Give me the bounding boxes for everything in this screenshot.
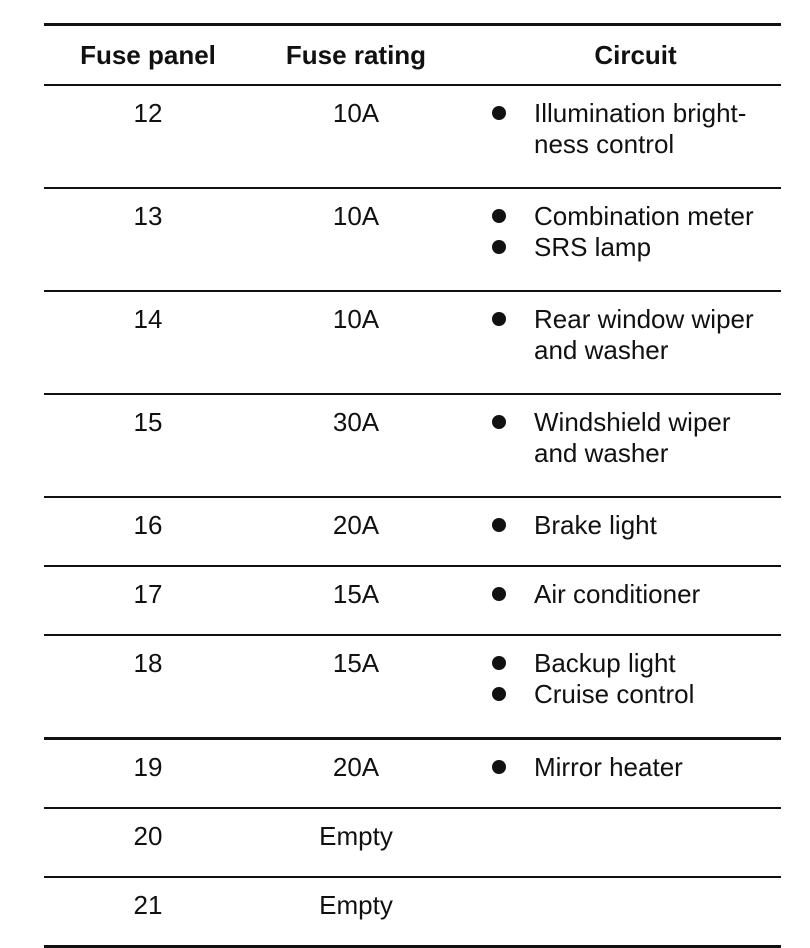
circuit-text: Cruise control xyxy=(534,679,695,709)
circuit-cell xyxy=(460,394,781,497)
table-row xyxy=(44,566,781,635)
bullet-icon xyxy=(492,587,506,601)
circuit-cell xyxy=(460,497,781,566)
fuse-panel-cell: 18 xyxy=(44,635,252,739)
table-body xyxy=(44,85,781,947)
circuit-text: Air conditioner xyxy=(534,579,701,609)
circuit-list xyxy=(488,201,781,263)
header-fuse-panel: Fuse panel xyxy=(44,25,252,86)
header-fuse-rating: Fuse rating xyxy=(252,25,460,86)
table-row xyxy=(44,394,781,497)
bullet-icon xyxy=(492,518,506,532)
circuit-list xyxy=(488,304,781,366)
circuit-list xyxy=(488,510,781,541)
fuse-panel-cell: 20 xyxy=(44,808,252,877)
circuit-cell xyxy=(460,877,781,947)
header-circuit: Circuit xyxy=(460,25,781,86)
circuit-text: Windshield wiper and washer xyxy=(534,407,731,468)
fuse-rating-cell: 15A xyxy=(252,566,460,635)
fuse-panel-cell: 17 xyxy=(44,566,252,635)
circuit-item xyxy=(488,232,781,263)
fuse-rating-cell: 15A xyxy=(252,635,460,739)
circuit-list xyxy=(488,98,781,160)
fuse-rating-cell: 10A xyxy=(252,85,460,188)
circuit-cell xyxy=(460,566,781,635)
table-row xyxy=(44,635,781,739)
circuit-item xyxy=(488,201,781,232)
fuse-panel-cell: 19 xyxy=(44,739,252,809)
fuse-rating-cell: 20A xyxy=(252,739,460,809)
bullet-icon xyxy=(492,415,506,429)
table-row xyxy=(44,291,781,394)
table-row xyxy=(44,808,781,877)
table-row xyxy=(44,739,781,809)
bullet-icon xyxy=(492,209,506,223)
circuit-text: SRS lamp xyxy=(534,232,652,262)
circuit-item xyxy=(488,752,781,783)
table-row xyxy=(44,877,781,947)
header-row xyxy=(44,25,781,86)
table-row xyxy=(44,497,781,566)
circuit-text: Brake light xyxy=(534,510,657,540)
fuse-rating-cell: Empty xyxy=(252,808,460,877)
bullet-icon xyxy=(492,687,506,701)
circuit-item xyxy=(488,407,781,469)
circuit-cell xyxy=(460,739,781,809)
circuit-list xyxy=(488,648,781,710)
circuit-text: Mirror heater xyxy=(534,752,683,782)
circuit-text: Rear window wiper and washer xyxy=(534,304,754,365)
circuit-item xyxy=(488,98,781,160)
fuse-rating-cell: 30A xyxy=(252,394,460,497)
fuse-table xyxy=(44,23,781,948)
circuit-cell xyxy=(460,808,781,877)
circuit-cell xyxy=(460,291,781,394)
fuse-rating-cell: Empty xyxy=(252,877,460,947)
circuit-text: Backup light xyxy=(534,648,676,678)
circuit-text: Illumination bright-ness control xyxy=(534,98,747,159)
fuse-panel-cell: 12 xyxy=(44,85,252,188)
table-row xyxy=(44,188,781,291)
bullet-icon xyxy=(492,760,506,774)
bullet-icon xyxy=(492,106,506,120)
fuse-panel-cell: 21 xyxy=(44,877,252,947)
circuit-item xyxy=(488,648,781,679)
circuit-text: Combination meter xyxy=(534,201,754,231)
circuit-item xyxy=(488,679,781,710)
fuse-panel-cell: 16 xyxy=(44,497,252,566)
fuse-panel-cell: 13 xyxy=(44,188,252,291)
circuit-item xyxy=(488,304,781,366)
fuse-rating-cell: 20A xyxy=(252,497,460,566)
circuit-list xyxy=(488,407,781,469)
table-header xyxy=(44,25,781,86)
circuit-cell xyxy=(460,85,781,188)
circuit-item xyxy=(488,510,781,541)
circuit-item xyxy=(488,579,781,610)
bullet-icon xyxy=(492,312,506,326)
bullet-icon xyxy=(492,656,506,670)
fuse-panel-cell: 15 xyxy=(44,394,252,497)
fuse-rating-cell: 10A xyxy=(252,291,460,394)
circuit-list xyxy=(488,752,781,783)
bullet-icon xyxy=(492,240,506,254)
circuit-cell xyxy=(460,635,781,739)
fuse-rating-cell: 10A xyxy=(252,188,460,291)
circuit-cell xyxy=(460,188,781,291)
fuse-panel-cell: 14 xyxy=(44,291,252,394)
table-row xyxy=(44,85,781,188)
circuit-list xyxy=(488,579,781,610)
